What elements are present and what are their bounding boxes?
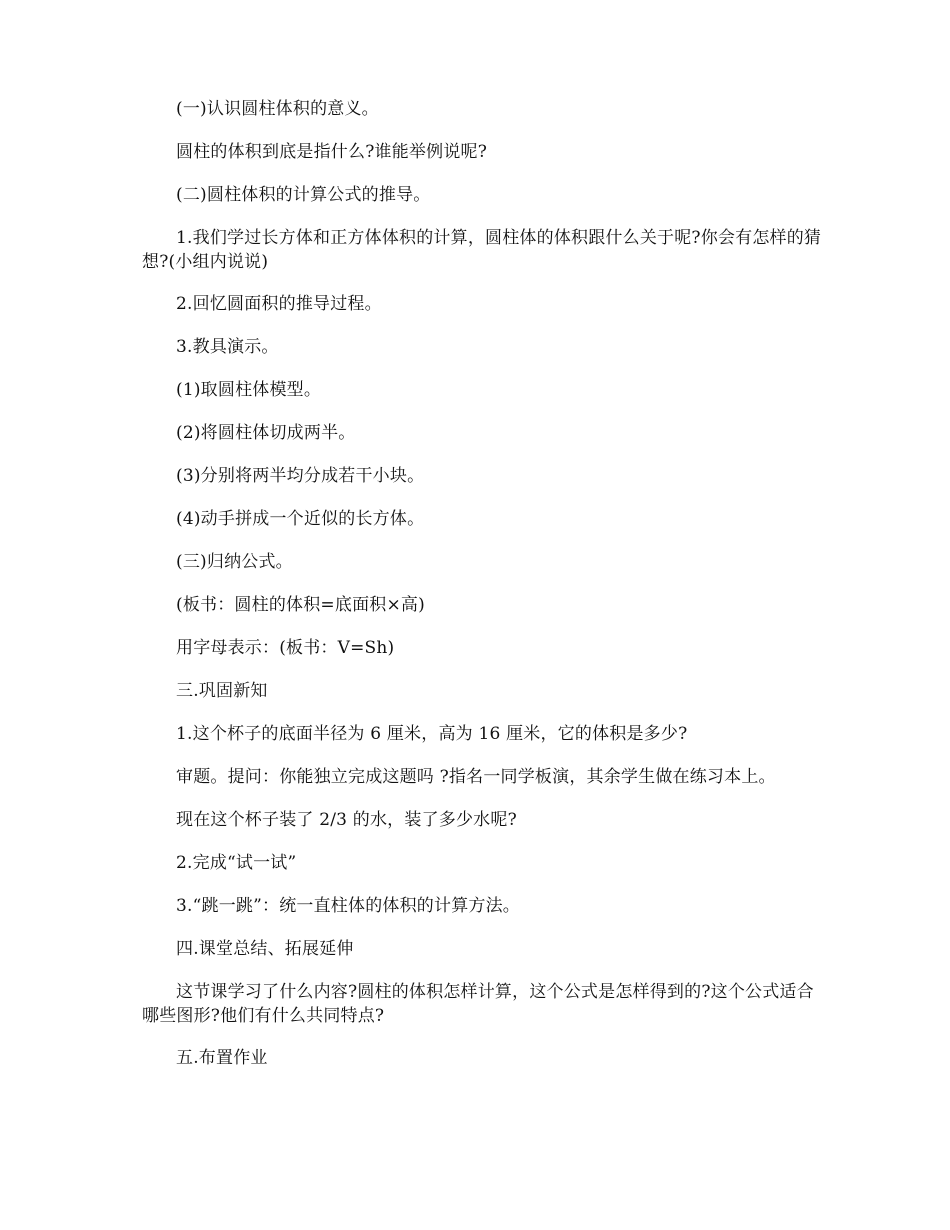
section-heading: 四.课堂总结、拓展延伸 bbox=[176, 939, 354, 959]
paragraph: (板书：圆柱的体积=底面积×高) bbox=[176, 595, 425, 615]
paragraph: 用字母表示：(板书：V=Sh) bbox=[176, 638, 395, 658]
paragraph: 这节课学习了什么内容?圆柱的体积怎样计算，这个公式是怎样得到的?这个公式适合哪些图形?他们有什么共同特点? bbox=[142, 982, 814, 1026]
paragraph: 2.回忆圆面积的推导过程。 bbox=[176, 294, 382, 314]
paragraph: 审题。提问：你能独立完成这题吗 ?指名一同学板演，其余学生做在练习本上。 bbox=[176, 767, 776, 787]
paragraph: 3.教具演示。 bbox=[176, 337, 279, 357]
paragraph: 圆柱的体积到底是指什么?谁能举例说呢? bbox=[176, 142, 488, 162]
paragraph: (二)圆柱体积的计算公式的推导。 bbox=[176, 185, 431, 205]
paragraph: (一)认识圆柱体积的意义。 bbox=[176, 99, 379, 119]
section-heading: 五.布置作业 bbox=[176, 1048, 268, 1068]
paragraph: (3)分别将两半均分成若干小块。 bbox=[176, 466, 425, 486]
paragraph: 1.这个杯子的底面半径为 6 厘米，高为 16 厘米，它的体积是多少? bbox=[176, 724, 688, 744]
paragraph: 3.“跳一跳”：统一直柱体的体积的计算方法。 bbox=[176, 896, 521, 916]
paragraph: (三)归纳公式。 bbox=[176, 552, 293, 572]
paragraph: 现在这个杯子装了 2/3 的水，装了多少水呢? bbox=[176, 810, 517, 830]
paragraph: 2.完成“试一试” bbox=[176, 853, 297, 873]
paragraph: (4)动手拼成一个近似的长方体。 bbox=[176, 509, 425, 529]
paragraph: (2)将圆柱体切成两半。 bbox=[176, 423, 356, 443]
section-heading: 三.巩固新知 bbox=[176, 681, 268, 701]
paragraph: 1.我们学过长方体和正方体体积的计算，圆柱体的体积跟什么关于呢?你会有怎样的猜想?(小组内说说) bbox=[142, 228, 822, 272]
paragraph: (1)取圆柱体模型。 bbox=[176, 380, 322, 400]
